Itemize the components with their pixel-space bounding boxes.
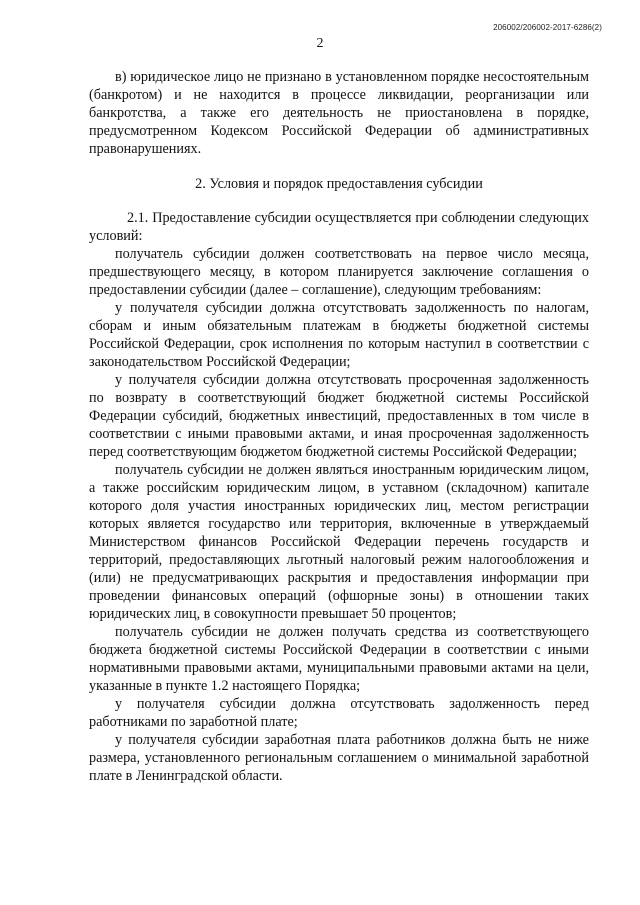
paragraph-wage-arrears: у получателя субсидии должна отсутствовать задолженность перед работниками по заработной плате; — [89, 696, 589, 730]
paragraph-overdue-debt: у получателя субсидии должна отсутствовать просроченная задолженность по возврату в соответствующий бюджет бюджетной системы Российской Федерации субсидий, бюджетных инвестиций, предоставленных в том числе в соответствии с иными правовыми актами, и иная просроченная задолженность перед соответствующим бюджетом бюджетной системы Российской Федерации; — [89, 372, 589, 460]
paragraph-tax-debt: у получателя субсидии должна отсутствовать задолженность по налогам, сборам и иным обязательным платежам в бюджеты бюджетной системы Российской Федерации, срок исполнения по которым наступил в соответствии с законодательством Российской Федерации; — [89, 300, 589, 370]
paragraph-requirements-intro: получатель субсидии должен соответствовать на первое число месяца, предшествующего месяцу, в котором планируется заключение соглашения о предоставлении субсидии (далее – соглашение), следующим требованиям: — [89, 246, 589, 298]
paragraph-other-funding: получатель субсидии не должен получать средства из соответствующего бюджета бюджетной системы Российской Федерации в соответствии с иными нормативными правовыми актами, муниципальными правовыми актами на цели, указанные в пункте 1.2 настоящего Порядка; — [89, 624, 589, 694]
document-body — [89, 68, 589, 785]
paragraph-clause-2-1: 2.1. Предоставление субсидии осуществляется при соблюдении следующих условий: — [89, 210, 589, 244]
document-registration-code: 206002/206002-2017-6286(2) — [493, 23, 602, 32]
paragraph-item-c: в) юридическое лицо не признано в установленном порядке несостоятельным (банкротом) и не находится в процессе ликвидации, реорганизации или банкротства, а также его деятельность не приостановлена в порядке, предусмотренном Кодексом Российской Федерации об административных правонарушениях. — [89, 69, 589, 157]
paragraph-foreign-entity: получатель субсидии не должен являться иностранным юридическим лицом, а также российским юридическим лицом, в уставном (складочном) капитале которого доля участия иностранных юридических лиц, местом регистрации которых является государство или территория, включенные в утверждаемый Министерством финансов Российской Федерации перечень государств и территорий, предоставляющих льготный налоговый режим налогообложения и (или) не предусматривающих раскрытия и предоставления информации при проведении финансовых операций (офшорные зоны) в отношении таких юридических лиц, в совокупности превышает 50 процентов; — [89, 462, 589, 622]
paragraph-minimum-wage: у получателя субсидии заработная плата работников должна быть не ниже размера, установленного региональным соглашением о минимальной заработной плате в Ленинградской области. — [89, 732, 589, 784]
page-number: 2 — [316, 36, 324, 51]
section-heading: 2. Условия и порядок предоставления субсидии — [195, 176, 483, 192]
